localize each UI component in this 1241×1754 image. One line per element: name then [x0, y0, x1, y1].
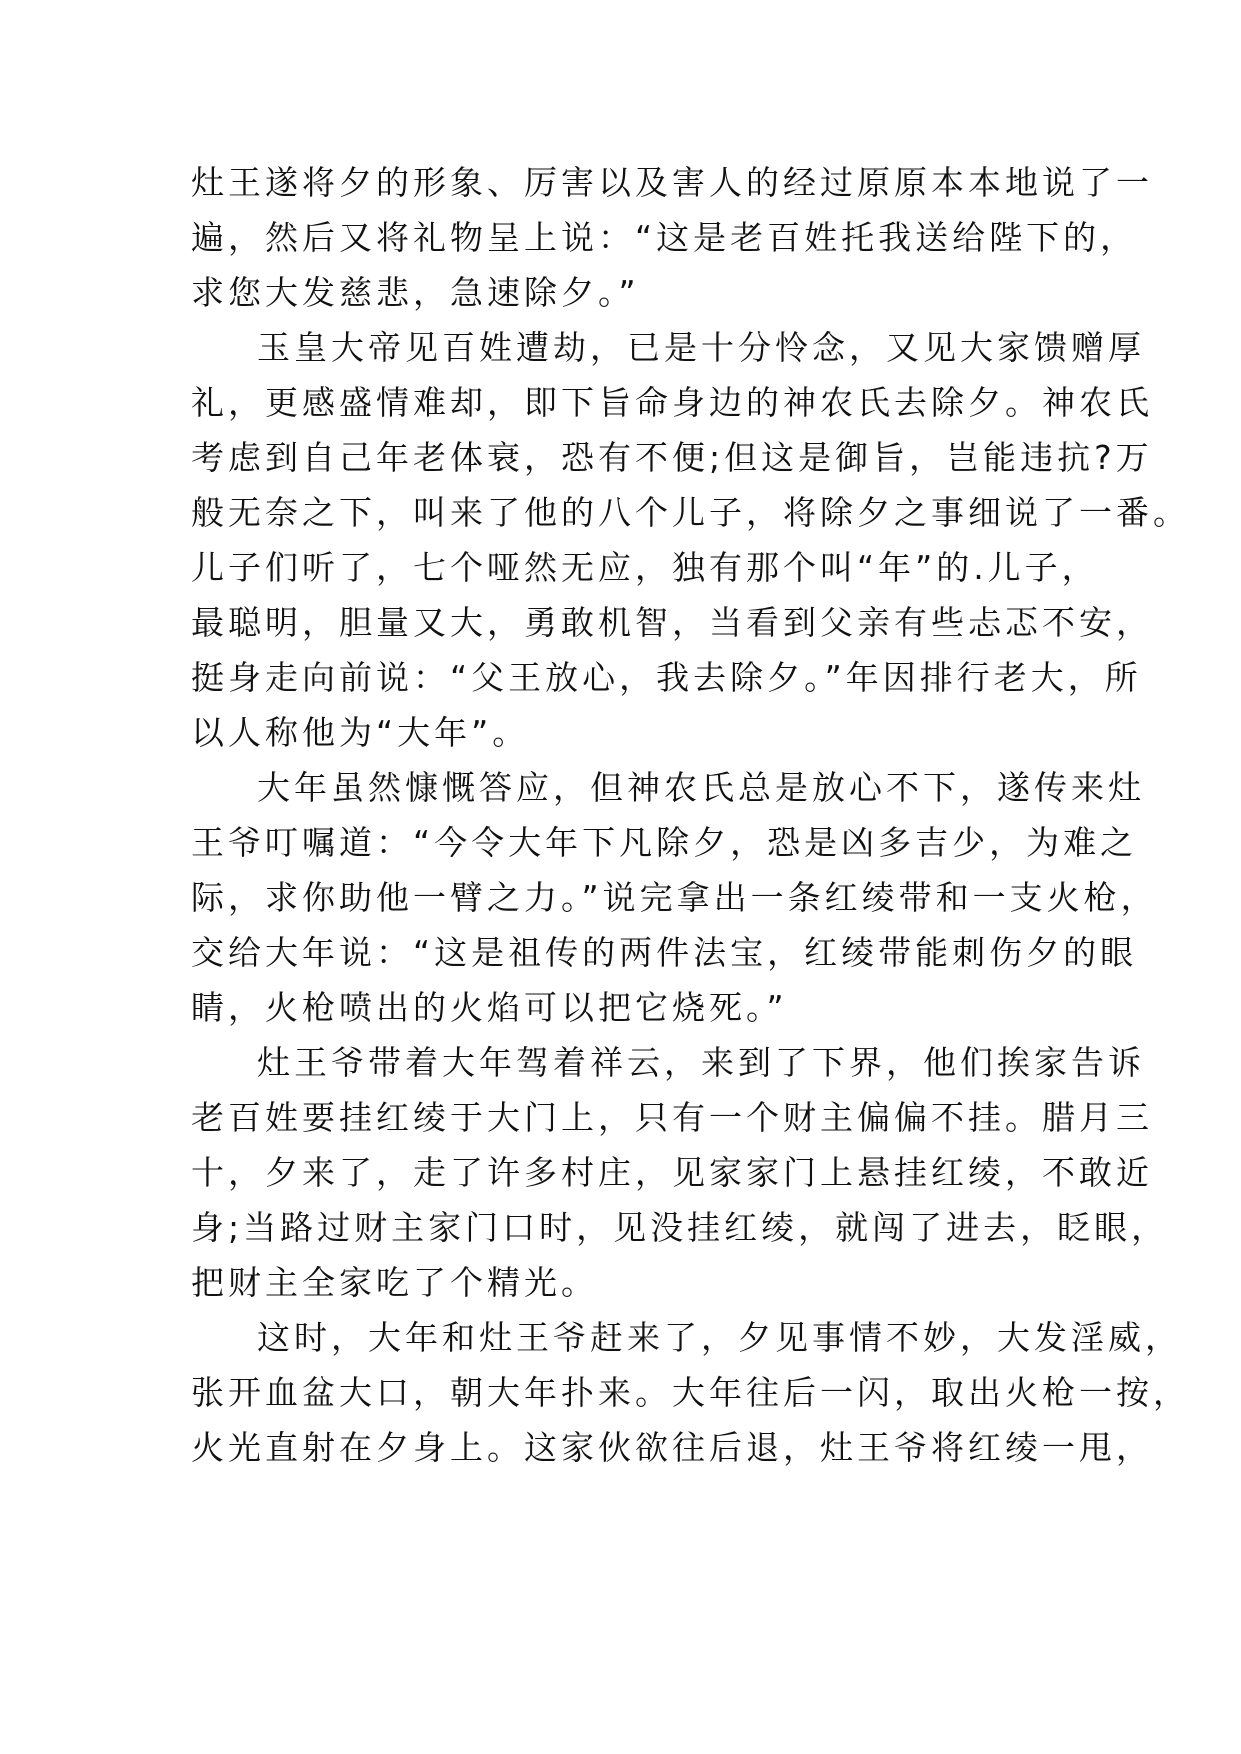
- text-line-16: 睛，火枪喷出的火焰可以把它烧死。”: [191, 988, 788, 1027]
- text-line-15: 交给大年说：“这是祖传的两件法宝，红绫带能刺伤夕的眼: [191, 933, 1138, 972]
- text-line-7: 般无奈之下，叫来了他的八个儿子，将除夕之事细说了一番。: [191, 493, 1190, 532]
- text-line-21: 把财主全家吃了个精光。: [191, 1263, 598, 1302]
- text-line-1: 灶王遂将夕的形象、厉害以及害人的经过原原本本地说了一: [191, 163, 1153, 202]
- text-line-6: 考虑到自己年老体衰，恐有不便;但这是御旨，岂能违抗?万: [191, 438, 1153, 477]
- text-line-8: 儿子们听了，七个哑然无应，独有那个叫“年”的.儿子，: [191, 548, 1099, 587]
- text-line-11: 以人称他为“大年”。: [191, 713, 530, 752]
- text-line-4: 玉皇大帝见百姓遭劫，已是十分怜念，又见大家馈赠厚: [257, 328, 1145, 367]
- text-line-17: 灶王爷带着大年驾着祥云，来到了下界，他们挨家告诉: [257, 1043, 1145, 1082]
- text-line-3: 求您大发慈悲，急速除夕。”: [191, 273, 640, 312]
- text-line-12: 大年虽然慷慨答应，但神农氏总是放心不下，遂传来灶: [257, 768, 1145, 807]
- text-line-9: 最聪明，胆量又大，勇敢机智，当看到父亲有些忐忑不安，: [191, 603, 1153, 642]
- text-line-18: 老百姓要挂红绫于大门上，只有一个财主偏偏不挂。腊月三: [191, 1098, 1153, 1137]
- text-line-20: 身;当路过财主家门口时，见没挂红绫，就闯了进去，眨眼，: [191, 1208, 1169, 1247]
- text-line-14: 际，求你助他一臂之力。”说完拿出一条红绫带和一支火枪，: [191, 878, 1158, 917]
- text-line-24: 火光直射在夕身上。这家伙欲往后退，灶王爷将红绫一甩，: [191, 1428, 1153, 1467]
- text-line-2: 遍，然后又将礼物呈上说：“这是老百姓托我送给陛下的，: [191, 218, 1138, 257]
- text-line-5: 礼，更感盛情难却，即下旨命身边的神农氏去除夕。神农氏: [191, 383, 1153, 422]
- text-line-19: 十，夕来了，走了许多村庄，见家家门上悬挂红绫，不敢近: [191, 1153, 1153, 1192]
- text-line-22: 这时，大年和灶王爷赶来了，夕见事情不妙，大发淫威，: [257, 1318, 1182, 1357]
- text-line-23: 张开血盆大口，朝大年扑来。大年往后一闪，取出火枪一按，: [191, 1373, 1190, 1412]
- text-line-13: 王爷叮嘱道：“今令大年下凡除夕，恐是凶多吉少，为难之: [191, 823, 1138, 862]
- text-line-10: 挺身走向前说：“父王放心，我去除夕。”年因排行老大，所: [191, 658, 1142, 697]
